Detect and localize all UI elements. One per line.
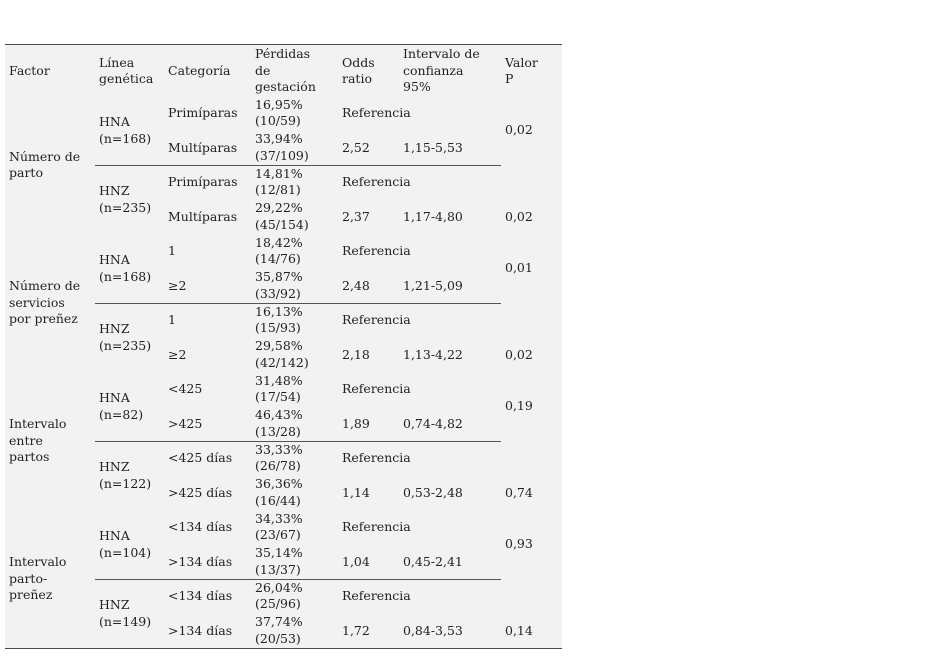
odds-ratio-cell: Referencia [342,174,411,189]
category-cell: ≥2 [168,277,187,293]
category-cell: 1 [168,243,176,258]
line-cell: HNZ (n=149) [99,597,152,629]
category-cell: <134 días [168,519,233,534]
line-cell: HNZ (n=235) [99,183,152,215]
ci-cell: 1,15-5,53 [403,139,463,155]
odds-ratio-cell: Referencia [342,312,411,327]
loss-cell: 29,58% (42/142) [255,338,309,370]
p-value-cell: 0,19 [505,398,533,414]
loss-cell: 16,95% (10/59) [255,96,303,129]
category-cell: >425 días [168,484,233,500]
header-cell: Factor [9,62,50,78]
p-value-cell: 0,14 [505,622,533,638]
data-table [5,44,562,649]
ci-cell: 0,74-4,82 [403,415,463,431]
p-value-cell: 0,01 [505,260,533,276]
category-cell: >134 días [168,553,233,569]
loss-cell: 18,42% (14/76) [255,234,303,267]
category-cell: <425 días [168,450,233,465]
category-cell: Multíparas [168,139,238,155]
table-top-rule [5,44,562,45]
odds-ratio-cell: 1,89 [342,415,370,431]
line-cell: HNA (n=82) [99,390,144,422]
category-cell: Primíparas [168,105,238,120]
odds-ratio-cell: 1,04 [342,553,370,569]
ci-cell: 0,45-2,41 [403,553,463,569]
loss-cell: 14,81% (12/81) [255,165,303,198]
loss-cell: 35,87% (33/92) [255,269,303,301]
loss-cell: 29,22% (45/154) [255,200,309,232]
header-cell: Odds ratio [342,54,375,86]
factor-cell: Número de parto [9,148,81,180]
loss-cell: 33,94% (37/109) [255,131,309,163]
odds-ratio-cell: Referencia [342,243,411,258]
category-cell: Multíparas [168,208,238,224]
odds-ratio-cell: Referencia [342,588,411,603]
odds-ratio-cell: Referencia [342,519,411,534]
group-bottom-rule [5,648,562,649]
odds-ratio-cell: 1,14 [342,484,370,500]
header-cell: Línea genética [99,54,154,86]
line-cell: HNZ (n=122) [99,459,152,491]
loss-cell: 34,33% (23/67) [255,510,303,543]
loss-cell: 35,14% (13/37) [255,545,303,577]
category-cell: 1 [168,312,176,327]
factor-cell: Intervalo parto- preñez [9,554,67,603]
odds-ratio-cell: 2,48 [342,277,370,293]
ci-cell: 0,84-3,53 [403,622,463,638]
factor-cell: Número de servicios por preñez [9,278,81,327]
ci-cell: 1,13-4,22 [403,346,463,362]
line-cell: HNA (n=168) [99,252,152,284]
loss-cell: 33,33% (26/78) [255,441,303,474]
odds-ratio-cell: 2,37 [342,208,370,224]
line-cell: HNA (n=168) [99,114,152,146]
odds-ratio-cell: 2,18 [342,346,370,362]
header-cell: Pérdidas de gestación [255,46,316,95]
loss-cell: 26,04% (25/96) [255,579,303,612]
ci-cell: 0,53-2,48 [403,484,463,500]
category-cell: >425 [168,415,203,431]
odds-ratio-cell: Referencia [342,450,411,465]
p-value-cell: 0,02 [505,208,533,224]
p-value-cell: 0,93 [505,536,533,552]
ci-cell: 1,21-5,09 [403,277,463,293]
category-cell: ≥2 [168,346,187,362]
loss-cell: 31,48% (17/54) [255,372,303,405]
loss-cell: 16,13% (15/93) [255,303,303,336]
line-cell: HNZ (n=235) [99,321,152,353]
loss-cell: 37,74% (20/53) [255,614,303,646]
loss-cell: 36,36% (16/44) [255,476,303,508]
odds-ratio-cell: Referencia [342,381,411,396]
header-cell: Intervalo de confianza 95% [403,46,480,95]
loss-cell: 46,43% (13/28) [255,407,303,439]
odds-ratio-cell: 1,72 [342,622,370,638]
ci-cell: 1,17-4,80 [403,208,463,224]
line-cell: HNA (n=104) [99,528,152,560]
header-cell: Valor P [505,54,538,86]
category-cell: <425 [168,381,203,396]
p-value-cell: 0,74 [505,484,533,500]
category-cell: <134 días [168,588,233,603]
header-cell: Categoría [168,62,231,78]
odds-ratio-cell: 2,52 [342,139,370,155]
category-cell: >134 días [168,622,233,638]
factor-cell: Intervalo entre partos [9,416,67,465]
p-value-cell: 0,02 [505,346,533,362]
odds-ratio-cell: Referencia [342,105,411,120]
category-cell: Primíparas [168,174,238,189]
p-value-cell: 0,02 [505,122,533,138]
